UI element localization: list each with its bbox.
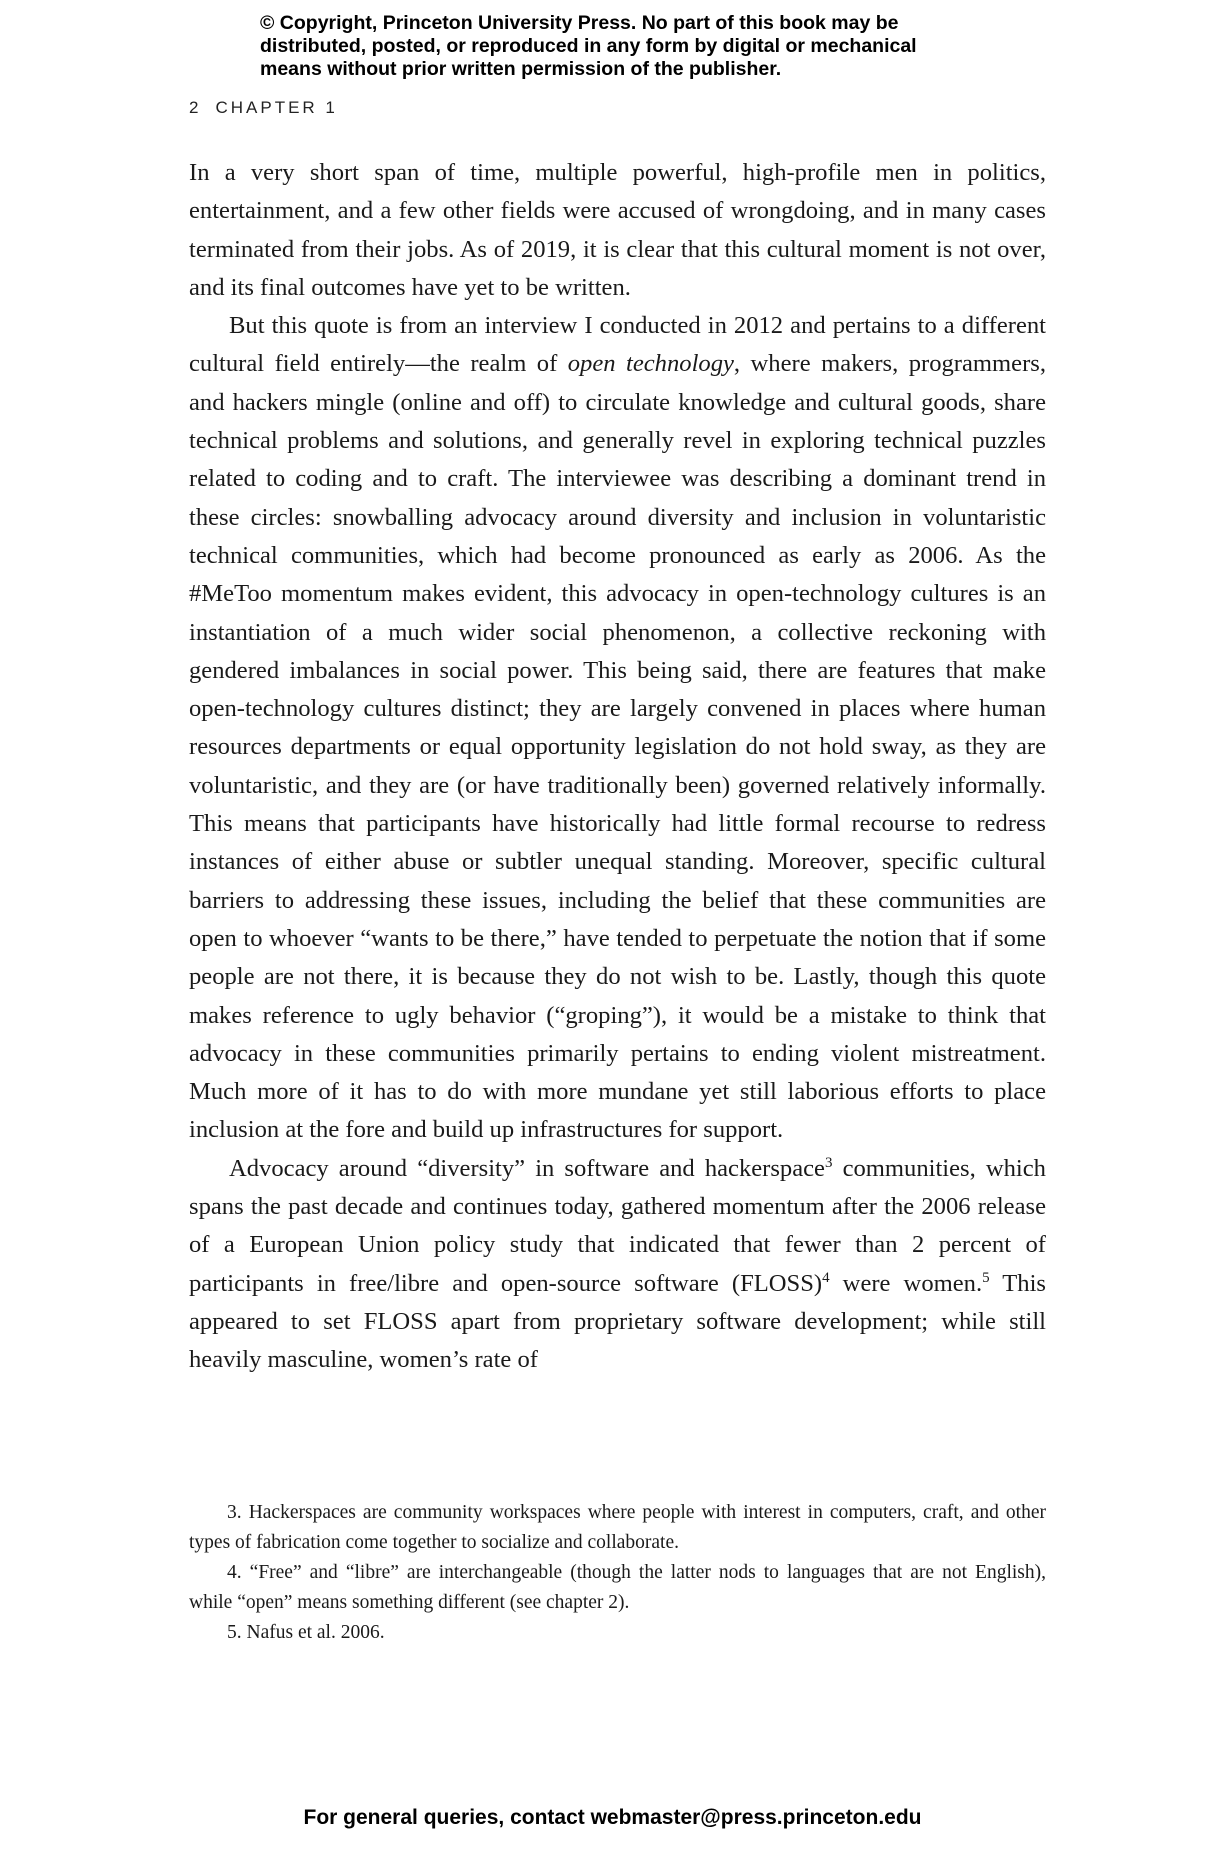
footnotes xyxy=(189,1498,1046,1648)
paragraph-3-text-c: were women. xyxy=(829,1269,983,1297)
paragraph-2-text-a: But this quote is from an interview I conducted in 2012 and pertains to a different cultural field entirely—the realm of xyxy=(189,312,1046,378)
footnote-ref-5[interactable]: 5 xyxy=(982,1269,990,1286)
footnote-ref-3[interactable]: 3 xyxy=(824,1154,833,1171)
copyright-notice xyxy=(260,12,980,81)
paragraph-3 xyxy=(189,1150,1046,1380)
copyright-line: means without prior written permission of the publisher. xyxy=(260,58,782,80)
paragraph-2 xyxy=(189,307,1046,1150)
paragraph-3-text-a: Advocacy around “diversity” in software and hackerspace xyxy=(229,1154,825,1182)
footnote-5: 5. Nafus et al. 2006. xyxy=(227,1622,385,1643)
page-number: 2 xyxy=(189,98,202,117)
paragraph-1: In a very short span of time, multiple powerful, high-profile men in politics, entertainment, and a few other fields were accused of wrongdoing, and in many cases terminated from their jobs. As of 2019, it is clear that this cultural moment is not over, and its final outcomes have yet to be written. xyxy=(189,159,1046,301)
chapter-label: CHAPTER 1 xyxy=(215,98,338,117)
emphasis-open-technology: open technology xyxy=(567,350,734,378)
paragraph-3-text-d: This appeared to set FLOSS apart from proprietary software development; while still heavily masculine, women’s rate of xyxy=(189,1269,1046,1374)
running-head xyxy=(189,98,338,118)
footnote-3: 3. Hackerspaces are community workspaces where people with interest in computers, craft, and other types of fabrication come together to socialize and collaborate. xyxy=(189,1502,1046,1553)
copyright-line: © Copyright, Princeton University Press. No part of this book may be xyxy=(260,12,899,34)
footnote-4: 4. “Free” and “libre” are interchangeable (though the latter nods to languages that are not English), while “open” means something different (see chapter 2). xyxy=(189,1562,1046,1613)
paragraph-2-text-b: , where makers, programmers, and hackers mingle (online and off) to circulate knowledge and cultural goods, share technical problems and solutions, and generally revel in exploring technical puzzles related to coding and to craft. The interviewee was describing a dominant trend in these circles: snowballing advocacy around diversity and inclusion in voluntaristic technical communities, which had become pronounced as early as 2006. As the #MeToo momentum makes evident, this advocacy in open-technology cultures is an instantiation of a much wider social phenomenon, a collective reckoning with gendered imbalances in social power. This being said, there are features that make open-technology cultures distinct; they are largely convened in places where human resources departments or equal opportunity legislation do not hold sway, as they are voluntaristic, and they are (or have traditionally been) governed relatively informally. This means that participants have historically had little formal recourse to redress instances of either abuse or subtler unequal standing. Moreover, specific cultural barriers to addressing these issues, including the belief that these communities are open to whoever “wants to be there,” have tended to perpetuate the notion that if some people are not there, it is because they do not wish to be. Lastly, though this quote makes reference to ugly behavior (“groping”), it would be a mistake to think that advocacy in these communities primarily pertains to ending violent mistreatment. Much more of it has to do with more mundane yet still laborious efforts to place inclusion at the fore and build up infrastructures for support. xyxy=(189,350,1046,1144)
paragraph-3-text-b: communities, which spans the past decade and continues today, gathered momentum after the 2006 release of a European Union policy study that indicated that fewer than 2 percent of participants in free/libre and open-source software (FLOSS) xyxy=(189,1154,1046,1297)
footnote-ref-4[interactable]: 4 xyxy=(822,1269,830,1286)
body-text xyxy=(189,154,1046,1380)
copyright-line: distributed, posted, or reproduced in any form by digital or mechanical xyxy=(260,35,917,57)
footer-contact: For general queries, contact webmaster@press.princeton.edu xyxy=(303,1806,922,1829)
